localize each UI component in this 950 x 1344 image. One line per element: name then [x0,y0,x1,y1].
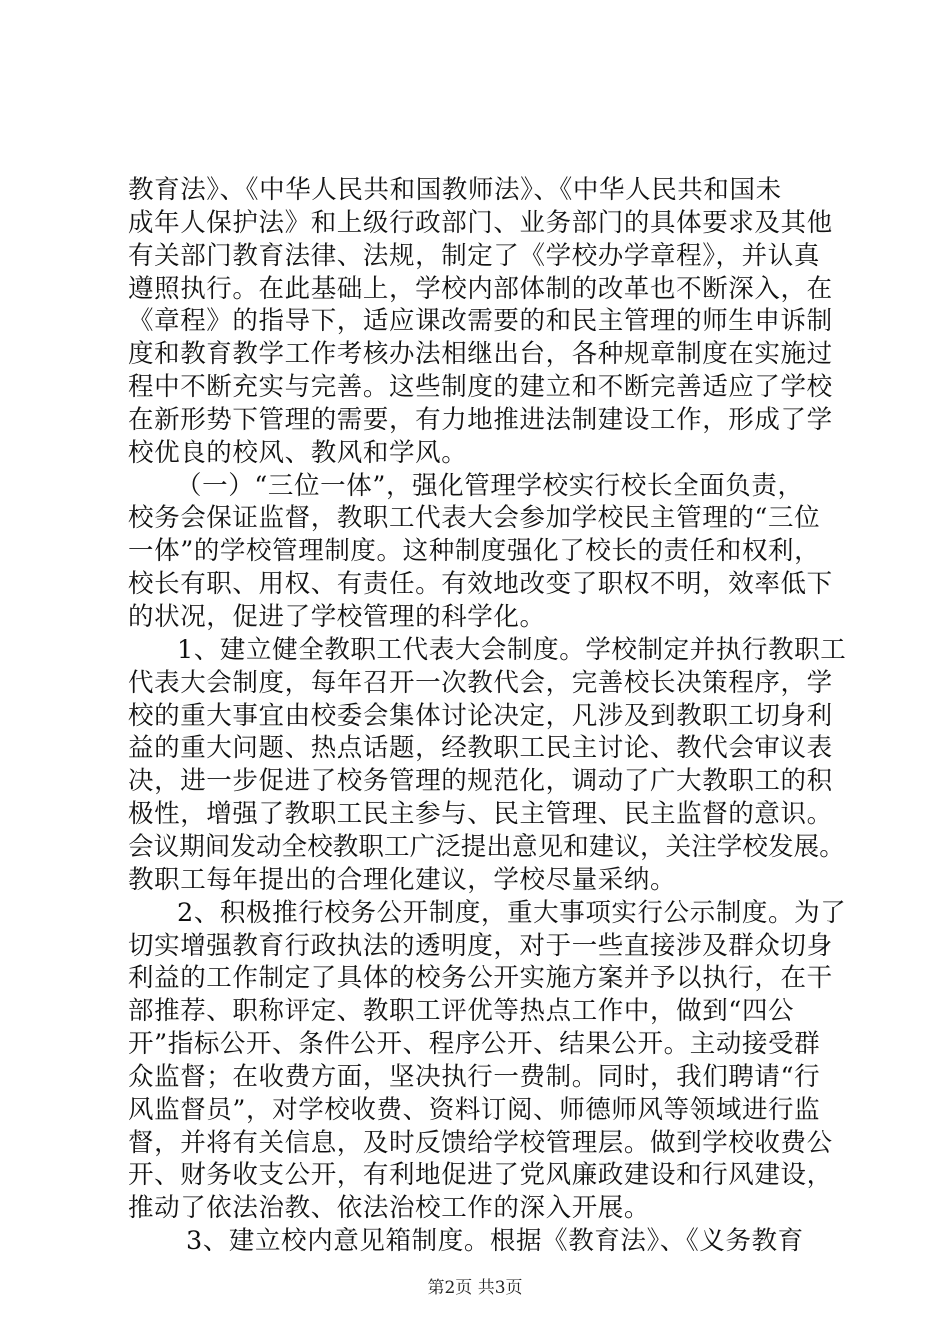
text-line: 程中不断充实与完善。这些制度的建立和不断完善适应了学校 [128,372,833,403]
text-line: 部推荐、职称评定、教职工评优等热点工作中，做到“四公 [128,996,795,1027]
text-line: 益的重大问题、热点话题，经教职工民主讨论、教代会审议表 [128,733,833,764]
text-line: 3、建立校内意见箱制度。根据《教育法》、《义务教育 [186,1226,804,1257]
text-line: 开、财务收支公开，有利地促进了党风廉政建设和行风建设， [128,1160,833,1191]
text-line: 会议期间发动全校教职工广泛提出意见和建议，关注学校发展。 [128,831,845,862]
text-line: 督，并将有关信息，及时反馈给学校管理层。做到学校收费公 [128,1127,833,1158]
text-line: 校长有职、用权、有责任。有效地改变了职权不明，效率低下 [128,569,833,600]
text-line: 利益的工作制定了具体的校务公开实施方案并予以执行，在干 [128,963,833,994]
text-line: 教育法》、《中华人民共和国教师法》、《中华人民共和国未 [128,175,782,205]
page-number-footer: 第2页 共3页 [427,1278,523,1298]
text-line: 决，进一步促进了校务管理的规范化，调动了广大教职工的积 [128,766,833,797]
text-line: 校务会保证监督，教职工代表大会参加学校民主管理的“三位 [128,503,821,534]
text-line: 风监督员”，对学校收费、资料订阅、师德师风等领域进行监 [128,1094,821,1125]
text-line: 代表大会制度，每年召开一次教代会，完善校长决策程序，学 [128,667,833,698]
text-line: 校的重大事宜由校委会集体讨论决定，凡涉及到教职工切身利 [128,700,833,731]
text-line: 推动了依法治教、依法治校工作的深入开展。 [128,1193,651,1224]
text-line: 成年人保护法》和上级行政部门、业务部门的具体要求及其他 [128,207,833,238]
text-line: （一）“三位一体”，强化管理学校实行校长全面负责， [176,470,804,501]
text-line: 2、积极推行校务公开制度，重大事项实行公示制度。为了 [177,897,847,928]
text-line: 《章程》的指导下，适应课改需要的和民主管理的师生申诉制 [128,306,833,337]
text-line: 开”指标公开、条件公开、程序公开、结果公开。主动接受群 [128,1029,821,1060]
text-line: 在新形势下管理的需要，有力地推进法制建设工作，形成了学 [128,404,833,435]
text-line: 有关部门教育法律、法规，制定了《学校办学章程》，并认真 [128,240,820,271]
text-line: 极性，增强了教职工民主参与、民主管理、民主监督的意识。 [128,799,833,830]
text-line: 遵照执行。在此基础上，学校内部体制的改革也不断深入，在 [128,273,833,304]
text-line: 的状况，促进了学校管理的科学化。 [128,602,546,633]
text-line: 切实增强教育行政执法的透明度，对于一些直接涉及群众切身 [128,930,833,961]
text-line: 众监督；在收费方面，坚决执行一费制。同时，我们聘请“行 [128,1061,821,1092]
text-line: 一体”的学校管理制度。这种制度强化了校长的责任和权利， [128,536,821,567]
text-line: 校优良的校风、教风和学风。 [128,437,468,468]
text-line: 1、建立健全教职工代表大会制度。学校制定并执行教职工 [177,634,847,665]
text-line: 度和教育教学工作考核办法相继出台，各种规章制度在实施过 [128,339,833,370]
text-line: 教职工每年提出的合理化建议，学校尽量采纳。 [128,864,677,895]
